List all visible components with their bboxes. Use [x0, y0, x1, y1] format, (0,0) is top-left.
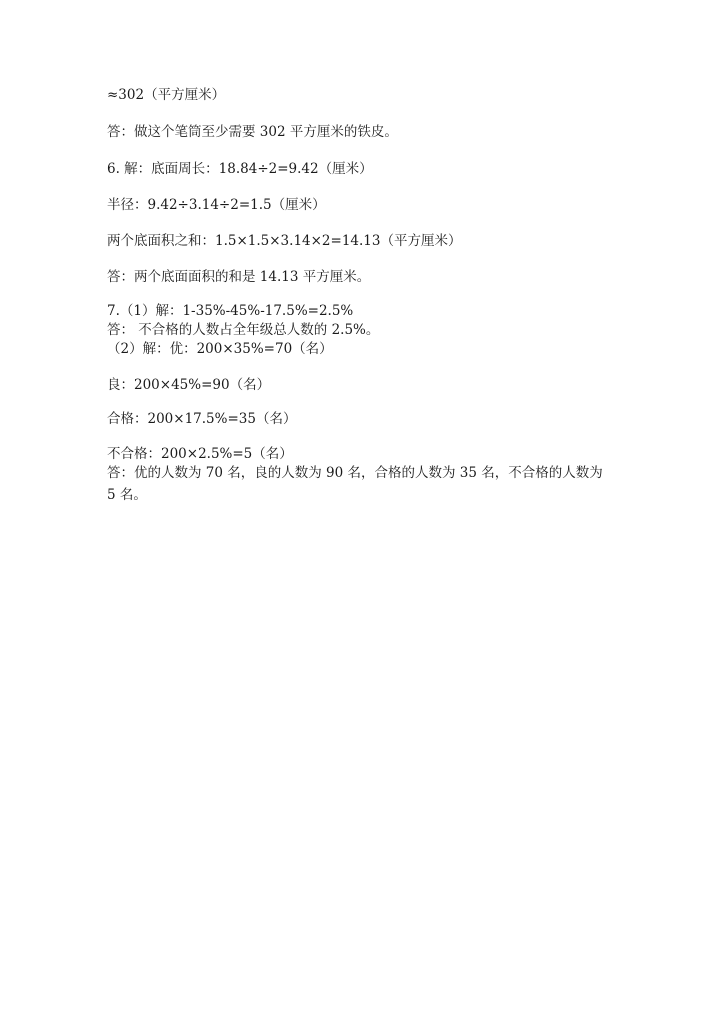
q7-part2-pass-line: 合格：200×17.5%=35（名） [107, 411, 297, 427]
area-result-line: ≈302（平方厘米） [107, 87, 226, 103]
q6-answer-line: 答：两个底面面积的和是 14.13 平方厘米。 [107, 269, 371, 285]
q7-part1-solution-line: 7.（1）解：1-35%-45%-17.5%=2.5% [107, 303, 354, 319]
q6-base-circumference-line: 6. 解：底面周长：18.84÷2=9.42（厘米） [107, 161, 373, 177]
q7-part2-answer-paragraph: 答：优的人数为 70 名，良的人数为 90 名，合格的人数为 35 名，不合格的人数为 5 名。 [107, 465, 603, 503]
answer-pen-holder-line: 答：做这个笔筒至少需要 302 平方厘米的铁皮。 [107, 124, 398, 140]
q6-two-bases-area-line: 两个底面积之和：1.5×1.5×3.14×2=14.13（平方厘米） [107, 233, 462, 249]
q6-radius-line: 半径：9.42÷3.14÷2=1.5（厘米） [107, 197, 326, 213]
q7-part2-excellent-line: （2）解：优：200×35%=70（名） [107, 341, 333, 357]
q7-part2-good-line: 良：200×45%=90（名） [107, 377, 271, 393]
q7-part2-fail-line: 不合格：200×2.5%=5（名） [107, 446, 293, 462]
q7-part1-answer-line: 答： 不合格的人数占全年级总人数的 2.5%。 [107, 322, 380, 338]
